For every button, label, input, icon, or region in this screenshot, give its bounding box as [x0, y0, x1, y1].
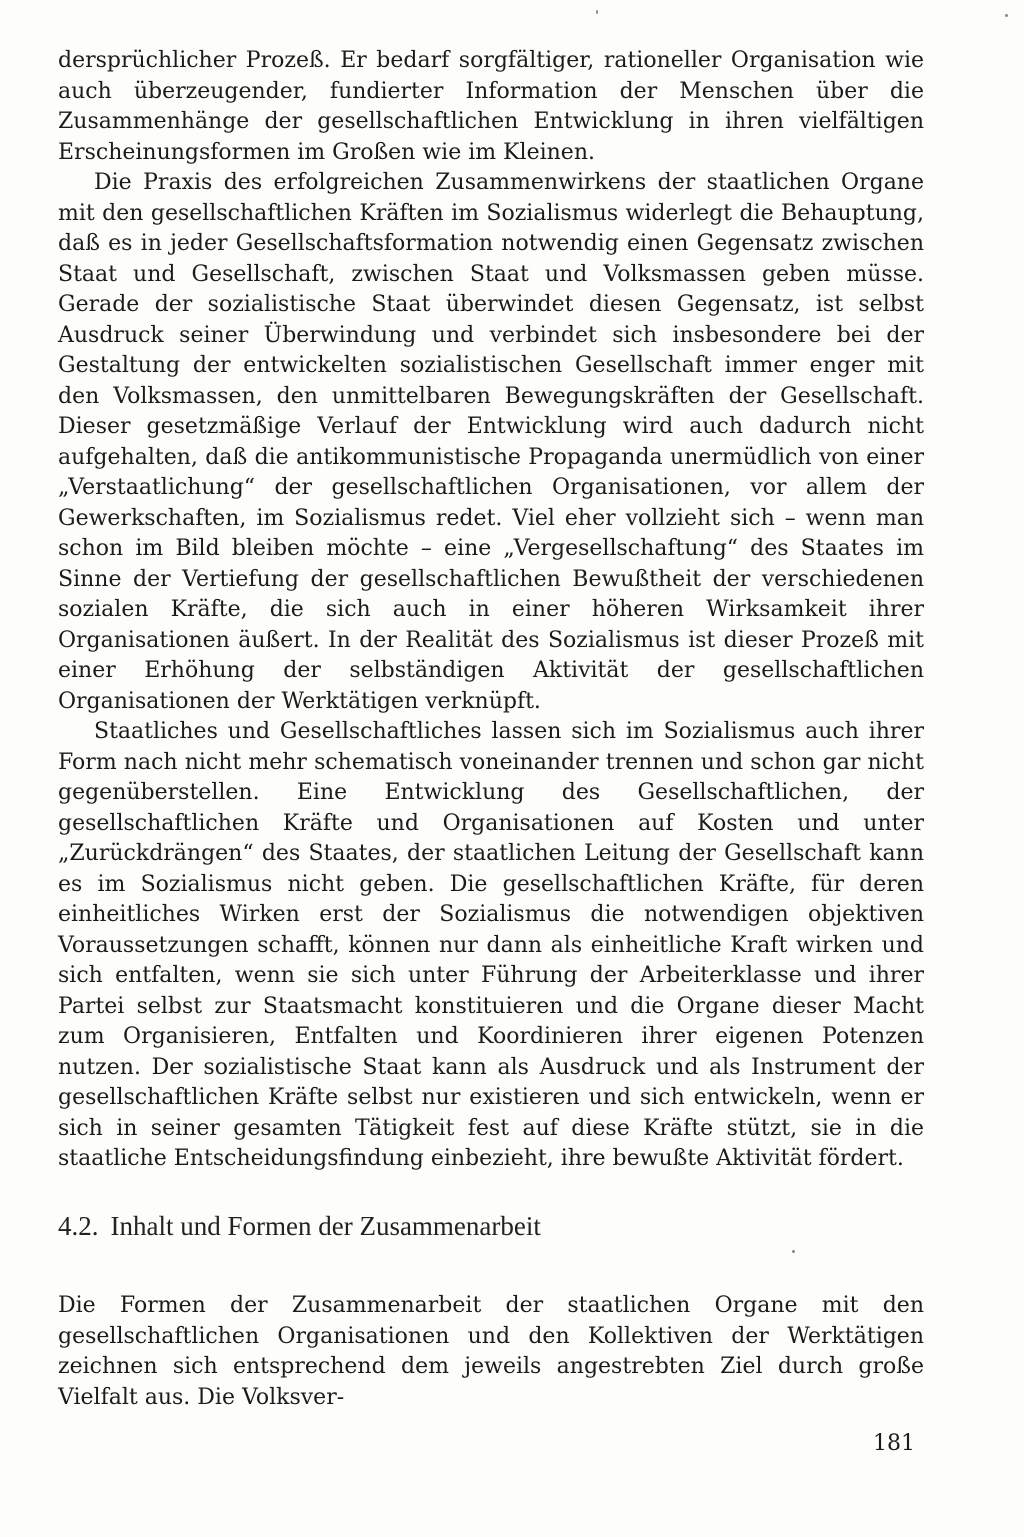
scan-speck [792, 1250, 795, 1253]
section-number: 4.2. [58, 1211, 99, 1241]
scan-speck [596, 10, 598, 14]
paragraph-formen: Die Formen der Zusammenarbeit der staatlichen Organe mit den gesellschaftlichen Organisationen und den Kollektiven der Werktätigen zeichnen sich entsprechend dem jeweils angestrebten Ziel durch große Vielfalt aus. Die Volksver- [58, 1293, 924, 1410]
page-number: 181 [873, 1431, 915, 1456]
body-text-bottom [58, 1291, 924, 1413]
paragraph-praxis: Die Praxis des erfolgreichen Zusammenwirkens der staatlichen Organe mit den gesellschaftlichen Kräften im Sozialismus widerlegt die Behauptung, daß es in jeder Gesellschaftsformation notwendig einen Gegensatz zwischen Staat und Gesellschaft, zwischen Staat und Volksmassen geben müsse. Gerade der sozialistische Staat überwindet diesen Gegensatz, ist selbst Ausdruck seiner Überwindung und verbindet sich insbesondere bei der Gestaltung der entwickelten sozialistischen Gesellschaft immer enger mit den Volksmassen, den unmittelbaren Bewegungskräften der Gesellschaft. Dieser gesetzmäßige Verlauf der Entwicklung wird auch dadurch nicht aufgehalten, daß die antikommunistische Propaganda unermüdlich von einer „Verstaatlichung“ der gesellschaftlichen Organisationen, vor allem der Gewerkschaften, im Sozialismus redet. Viel eher vollzieht sich – wenn man schon im Bild bleiben möchte – eine „Vergesellschaftung“ des Staates im Sinne der Vertiefung der gesellschaftlichen Bewußtheit der verschiedenen sozialen Kräfte, die sich auch in einer höheren Wirksamkeit ihrer Organisationen äußert. In der Realität des Sozialismus ist dieser Prozeß mit einer Erhöhung der selbständigen Aktivität der gesellschaftlichen Organisationen der Werktätigen verknüpft. [58, 170, 924, 714]
scan-speck [1005, 14, 1008, 17]
paragraph-staatliches: Staatliches und Gesellschaftliches lassen sich im Sozialismus auch ihrer Form nach nicht mehr schematisch voneinander trennen und schon gar nicht gegenüberstellen. Eine Entwicklung des Gesellschaftlichen, der gesellschaftlichen Kräfte und Organisationen auf Kosten und unter „Zurückdrängen“ des Staates, der staatlichen Leitung der Gesellschaft kann es im Sozialismus nicht geben. Die gesellschaftlichen Kräfte, für deren einheitliches Wirken erst der Sozialismus die notwendigen objektiven Voraussetzungen schafft, können nur dann als einheitliche Kraft wirken und sich entfalten, wenn sie sich unter Führung der Arbeiterklasse und ihrer Partei selbst zur Staatsmacht konstituieren und die Organe dieser Macht zum Organisieren, Entfalten und Koordinieren ihrer eigenen Potenzen nutzen. Der sozialistische Staat kann als Ausdruck und als Instrument der gesellschaftlichen Kräfte selbst nur existieren und sich entwickeln, wenn er sich in seiner gesamten Tätigkeit fest auf diese Kräfte stützt, sie in die staatliche Entscheidungsfindung einbezieht, ihre bewußte Aktivität fördert. [58, 719, 924, 1171]
body-text-top [58, 46, 924, 1175]
section-heading [58, 1210, 924, 1242]
section-title: Inhalt und Formen der Zusammenarbeit [110, 1211, 541, 1241]
paragraph-continuation: dersprüchlicher Prozeß. Er bedarf sorgfältiger, rationeller Organisation wie auch überzeugender, fundierter Information der Menschen über die Zusammenhänge der gesellschaftlichen Entwicklung in ihren vielfältigen Erscheinungsformen im Großen wie im Kleinen. [58, 48, 924, 165]
